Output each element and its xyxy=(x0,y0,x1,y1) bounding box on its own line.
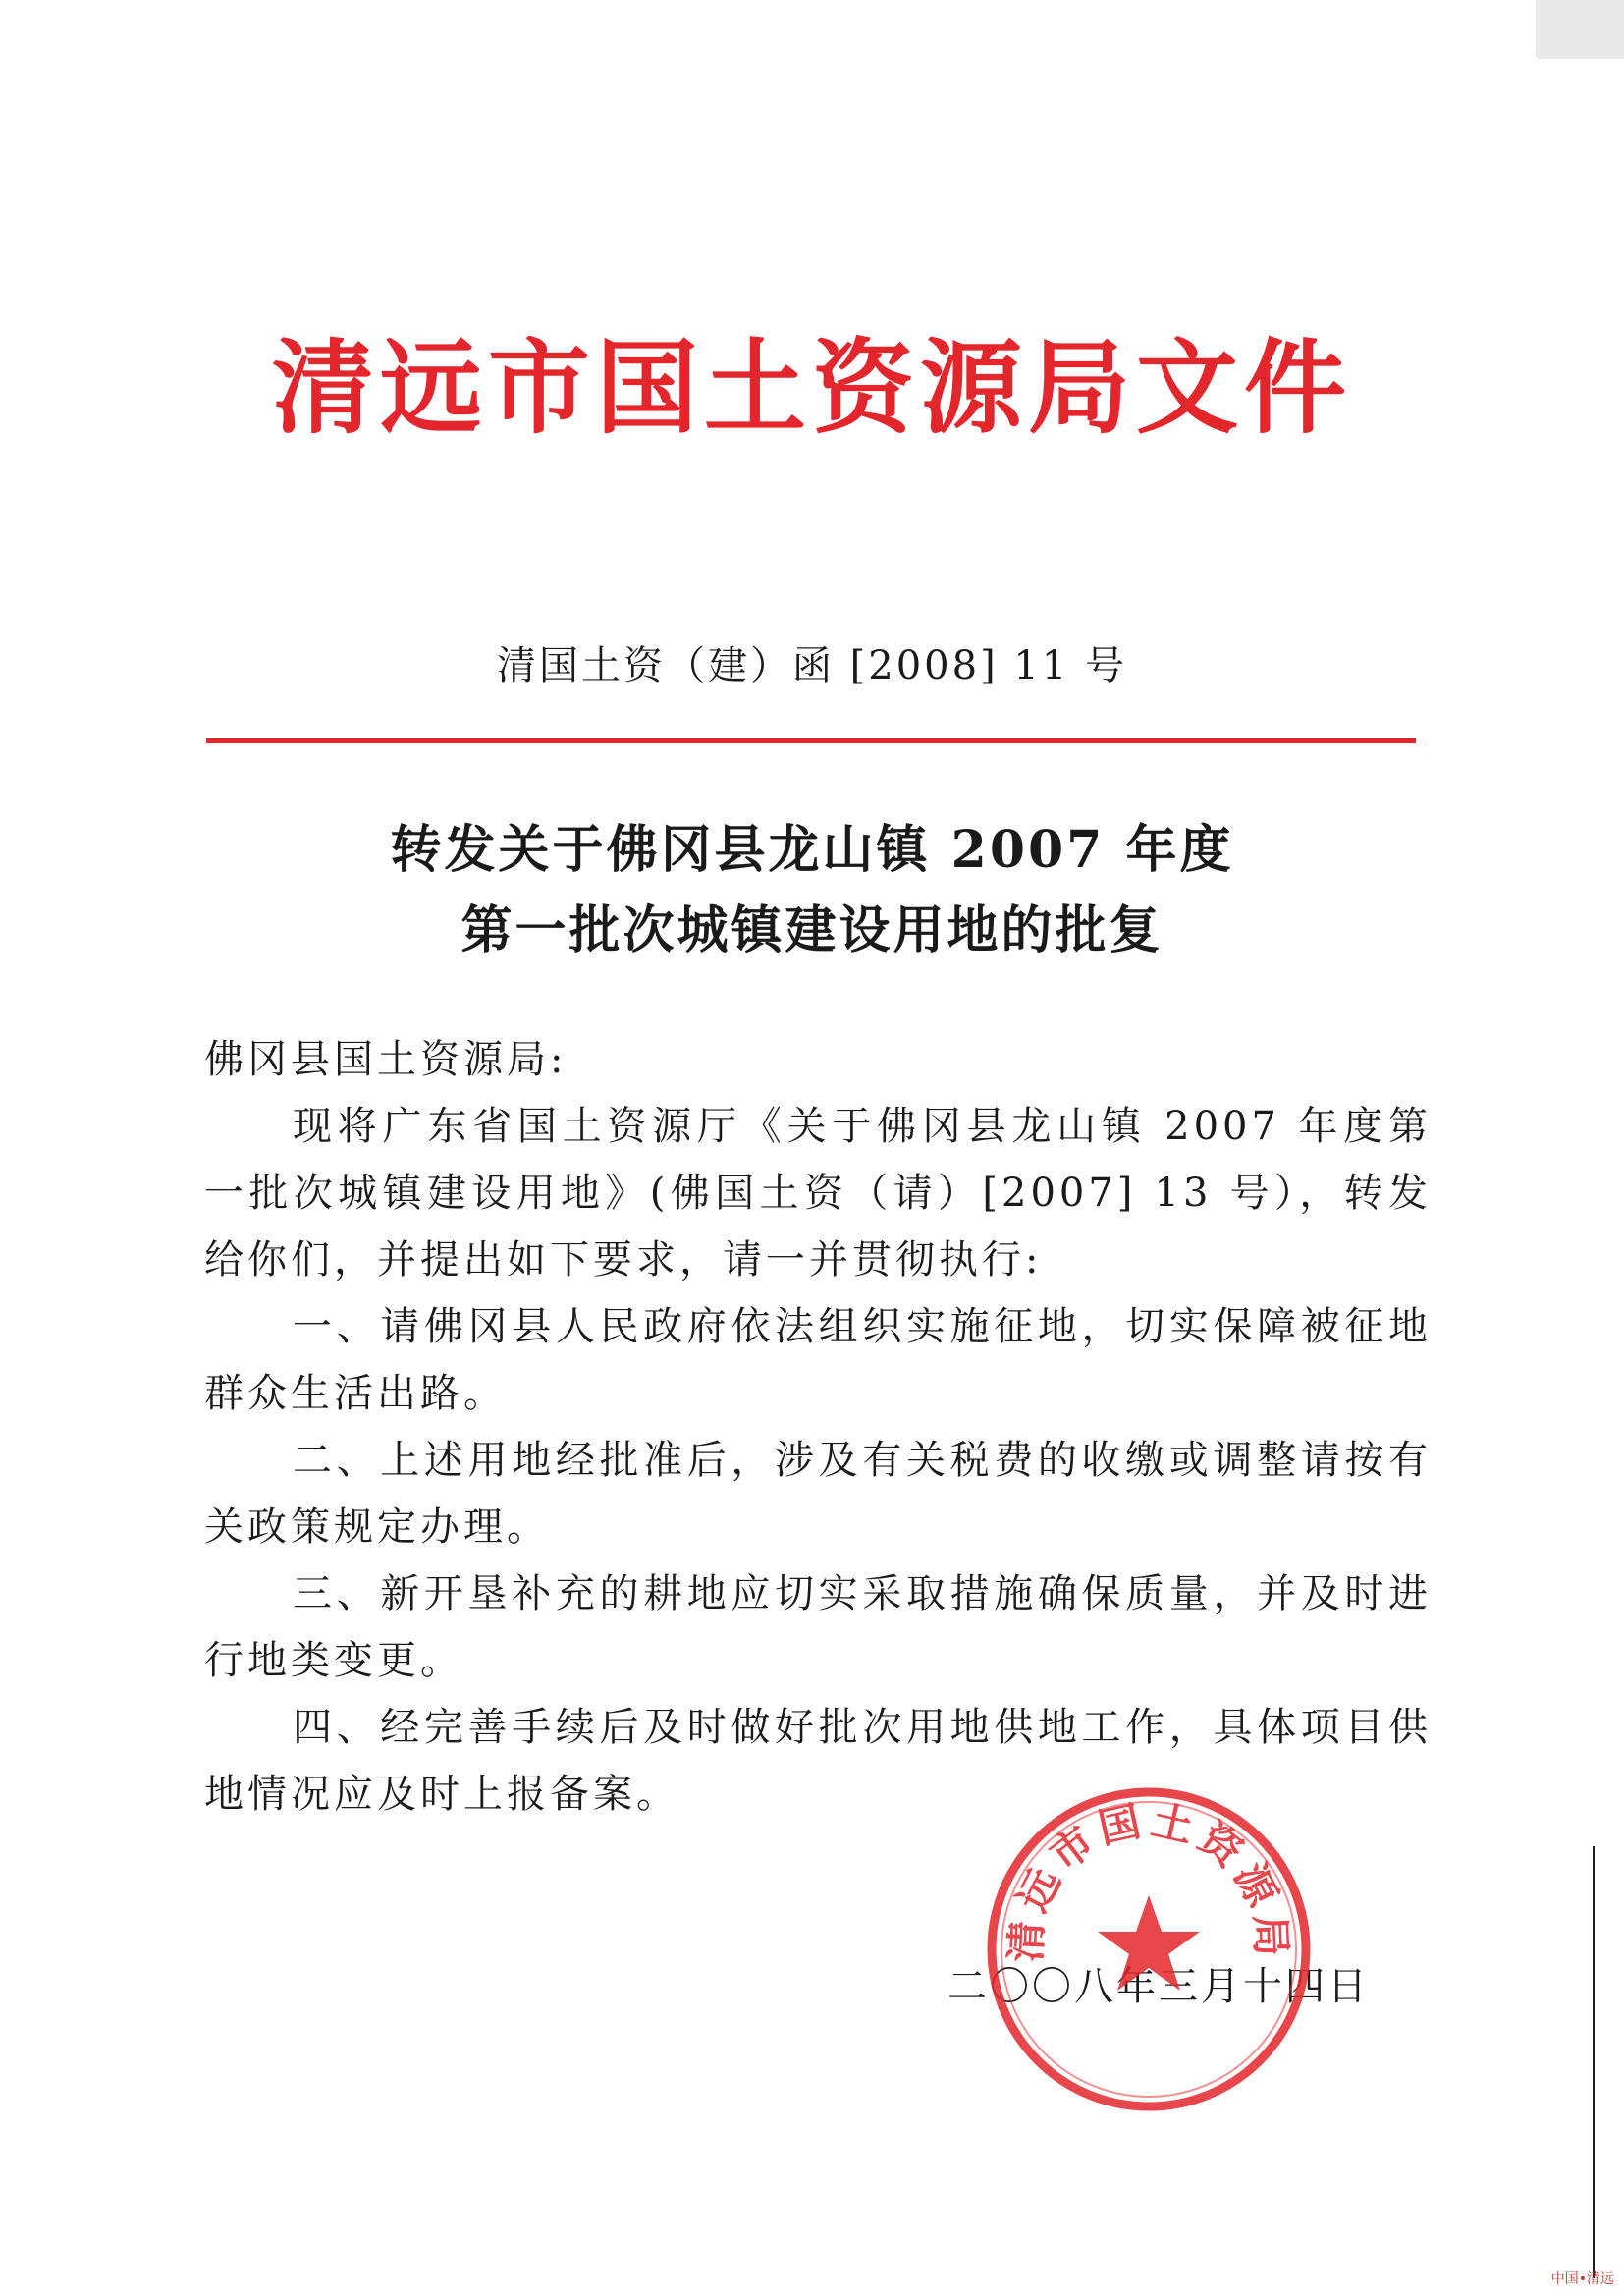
body-paragraph-intro: 现将广东省国土资源厅《关于佛冈县龙山镇 2007 年度第一批次城镇建设用地》(佛国土资（请）[2007] 13 号），转发给你们，并提出如下要求，请一并贯彻执行: xyxy=(204,1104,1432,1283)
watermark-text: 中国•清远 xyxy=(1550,2271,1614,2287)
scan-edge-line xyxy=(1593,1846,1595,2278)
seal-star-icon xyxy=(1098,1895,1200,1991)
document-body xyxy=(204,1026,1432,1828)
body-paragraph-item-1: 一、请佛冈县人民政府依法组织实施征地，切实保障被征地群众生活出路。 xyxy=(204,1304,1432,1416)
official-seal-stamp xyxy=(982,1782,1316,2116)
document-number: 清国土资（建）函 [2008] 11 号 xyxy=(496,643,1128,688)
seal-text-path: 清远市国土资源局 xyxy=(1001,1795,1296,1963)
body-paragraph-item-3: 三、新开垦补充的耕地应切实采取措施确保质量，并及时进行地类变更。 xyxy=(204,1571,1432,1683)
red-divider-line xyxy=(206,738,1416,743)
document-title-line-2: 第一批次城镇建设用地的批复 xyxy=(460,901,1164,960)
body-paragraph-item-4: 四、经完善手续后及时做好批次用地供地工作，具体项目供地情况应及时上报备案。 xyxy=(204,1705,1432,1817)
document-title-line-1: 转发关于佛冈县龙山镇 2007 年度 xyxy=(390,820,1234,880)
scan-corner xyxy=(1536,0,1624,59)
document-title xyxy=(0,810,1624,971)
issue-date: 二〇〇八年三月十四日 xyxy=(947,1964,1370,2009)
issuer-header-title: 清远市国土资源局文件 xyxy=(271,327,1352,448)
body-paragraph-item-2: 二、上述用地经批准后，涉及有关税费的收缴或调整请按有关政策规定办理。 xyxy=(204,1438,1432,1550)
salutation: 佛冈县国土资源局: xyxy=(204,1037,568,1082)
